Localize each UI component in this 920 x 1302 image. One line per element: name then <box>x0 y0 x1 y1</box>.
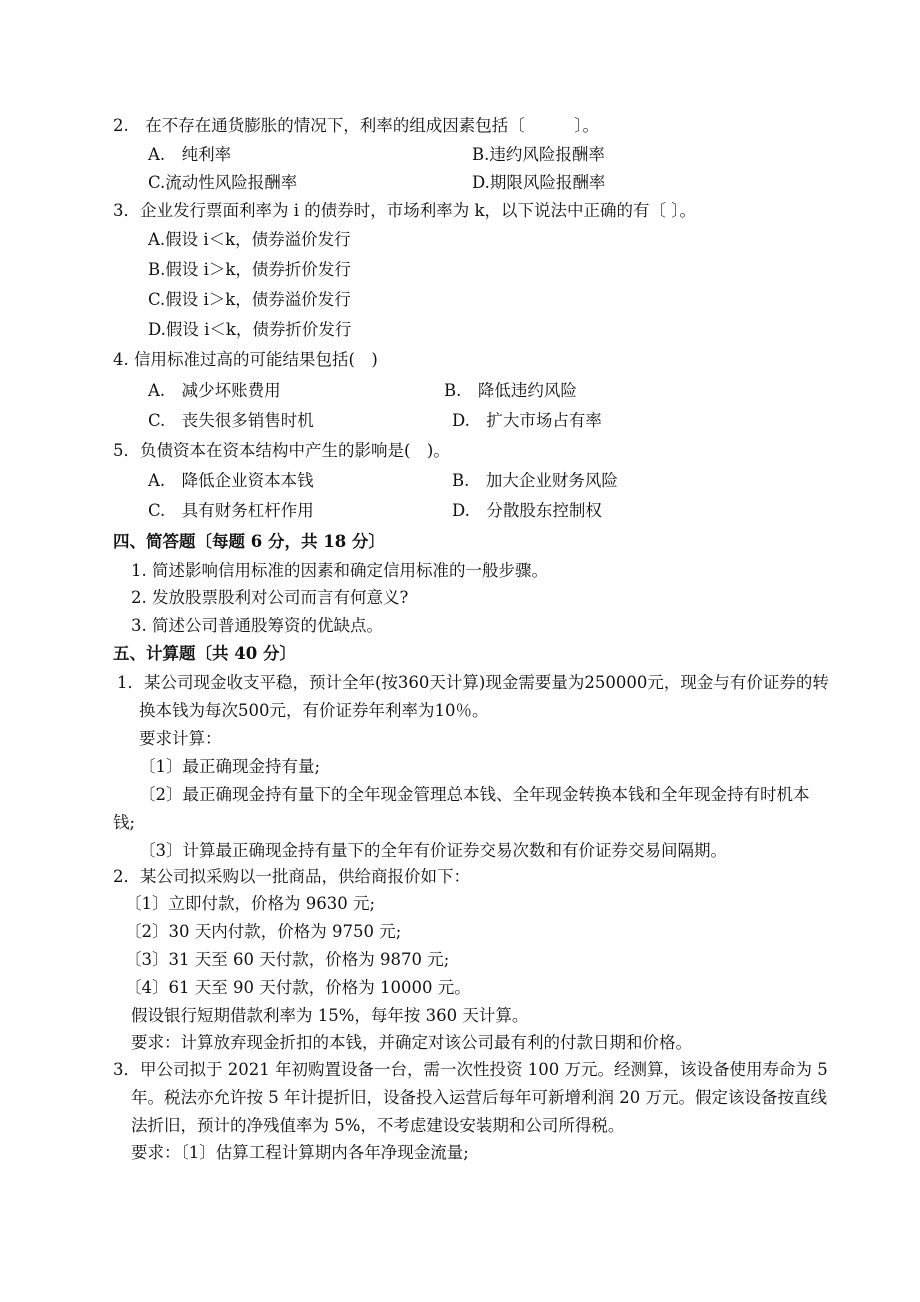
section5-title: 五、计算题〔共 40 分〕 <box>113 644 296 663</box>
section4-item-1: 1. 简述影响信用标准的因素和确定信用标准的一般步骤。 <box>131 561 548 580</box>
q5-option-a: A. 降低企业资本本钱 <box>148 471 314 490</box>
q3-option-d: D.假设 i＜k，债券折价发行 <box>148 320 352 339</box>
q4-option-a: A. 减少坏账费用 <box>148 381 281 400</box>
q3-option-c: C.假设 i＞k，债券溢价发行 <box>148 290 351 309</box>
p2-option-1: 〔1〕立即付款，价格为 9630 元; <box>125 894 376 913</box>
q5-option-b: B. 加大企业财务风险 <box>452 471 618 490</box>
p1-line2: 换本钱为每次500元，有价证券年利率为10％。 <box>139 701 489 720</box>
p2-note: 假设银行短期借款利率为 15%，每年按 360 天计算。 <box>131 1006 529 1025</box>
q5-option-c: C. 具有财务杠杆作用 <box>148 501 314 520</box>
p3-line1: 3．甲公司拟于 2021 年初购置设备一台，需一次性投资 100 万元。经测算，该设备使用寿命为 5 <box>113 1060 828 1079</box>
section4-item-2: 2. 发放股票股利对公司而言有何意义? <box>131 588 409 607</box>
q5-stem: 5．负债资本在资本结构中产生的影响是( )。 <box>113 441 450 460</box>
q2-option-a: A. 纯利率 <box>148 145 232 164</box>
p3-line2: 年。税法亦允许按 5 年计提折旧，设备投入运营后每年可新增利润 20 万元。假定该设备按直线 <box>131 1088 827 1107</box>
section4-title: 四、简答题〔每题 6 分，共 18 分〕 <box>113 532 385 551</box>
q2-option-d: D.期限风险报酬率 <box>472 173 606 192</box>
p1-requirement: 要求计算： <box>139 729 222 748</box>
q2-option-c: C.流动性风险报酬率 <box>148 173 298 192</box>
p2-line1: 2．某公司拟采购以一批商品，供给商报价如下： <box>113 867 470 886</box>
p1-req-2a: 〔2〕最正确现金持有量下的全年现金管理总本钱、全年现金转换本钱和全年现金持有时机本 <box>139 785 810 804</box>
q4-option-d: D. 扩大市场占有率 <box>452 411 602 430</box>
q4-option-c: C. 丧失很多销售时机 <box>148 411 314 430</box>
p2-option-2: 〔2〕30 天内付款，价格为 9750 元; <box>125 922 402 941</box>
p2-option-3: 〔3〕31 天至 60 天付款，价格为 9870 元; <box>125 950 450 969</box>
q2-stem: 2. 在不存在通货膨胀的情况下，利率的组成因素包括〔 〕。 <box>113 116 599 135</box>
q5-option-d: D. 分散股东控制权 <box>452 501 602 520</box>
p3-requirement: 要求：〔1〕估算工程计算期内各年净现金流量; <box>131 1143 469 1162</box>
q2-option-b: B.违约风险报酬率 <box>472 145 605 164</box>
q3-option-b: B.假设 i＞k，债券折价发行 <box>148 260 351 279</box>
q3-option-a: A.假设 i＜k，债券溢价发行 <box>148 230 351 249</box>
p2-requirement: 要求：计算放弃现金折扣的本钱，并确定对该公司最有利的付款日期和价格。 <box>131 1033 692 1052</box>
p3-line3: 法折旧，预计的净残值率为 5%，不考虑建设安装期和公司所得税。 <box>131 1116 625 1135</box>
p1-req-1: 〔1〕最正确现金持有量; <box>139 757 321 776</box>
q3-stem: 3．企业发行票面利率为 i 的债券时，市场利率为 k，以下说法中正确的有〔 〕。 <box>113 201 697 220</box>
p1-req-2b: 钱; <box>113 813 136 832</box>
q4-option-b: B. 降低违约风险 <box>444 381 577 400</box>
q4-stem: 4. 信用标准过高的可能结果包括( ) <box>113 350 378 369</box>
p1-req-3: 〔3〕计算最正确现金持有量下的全年有价证券交易次数和有价证券交易间隔期。 <box>139 841 727 860</box>
p2-option-4: 〔4〕61 天至 90 天付款，价格为 10000 元。 <box>125 978 471 997</box>
section4-item-3: 3. 简述公司普通股筹资的优缺点。 <box>131 616 383 635</box>
p1-line1: 1．某公司现金收支平稳，预计全年(按360天计算)现金需要量为250000元，现金与有价证券的转 <box>117 673 829 692</box>
